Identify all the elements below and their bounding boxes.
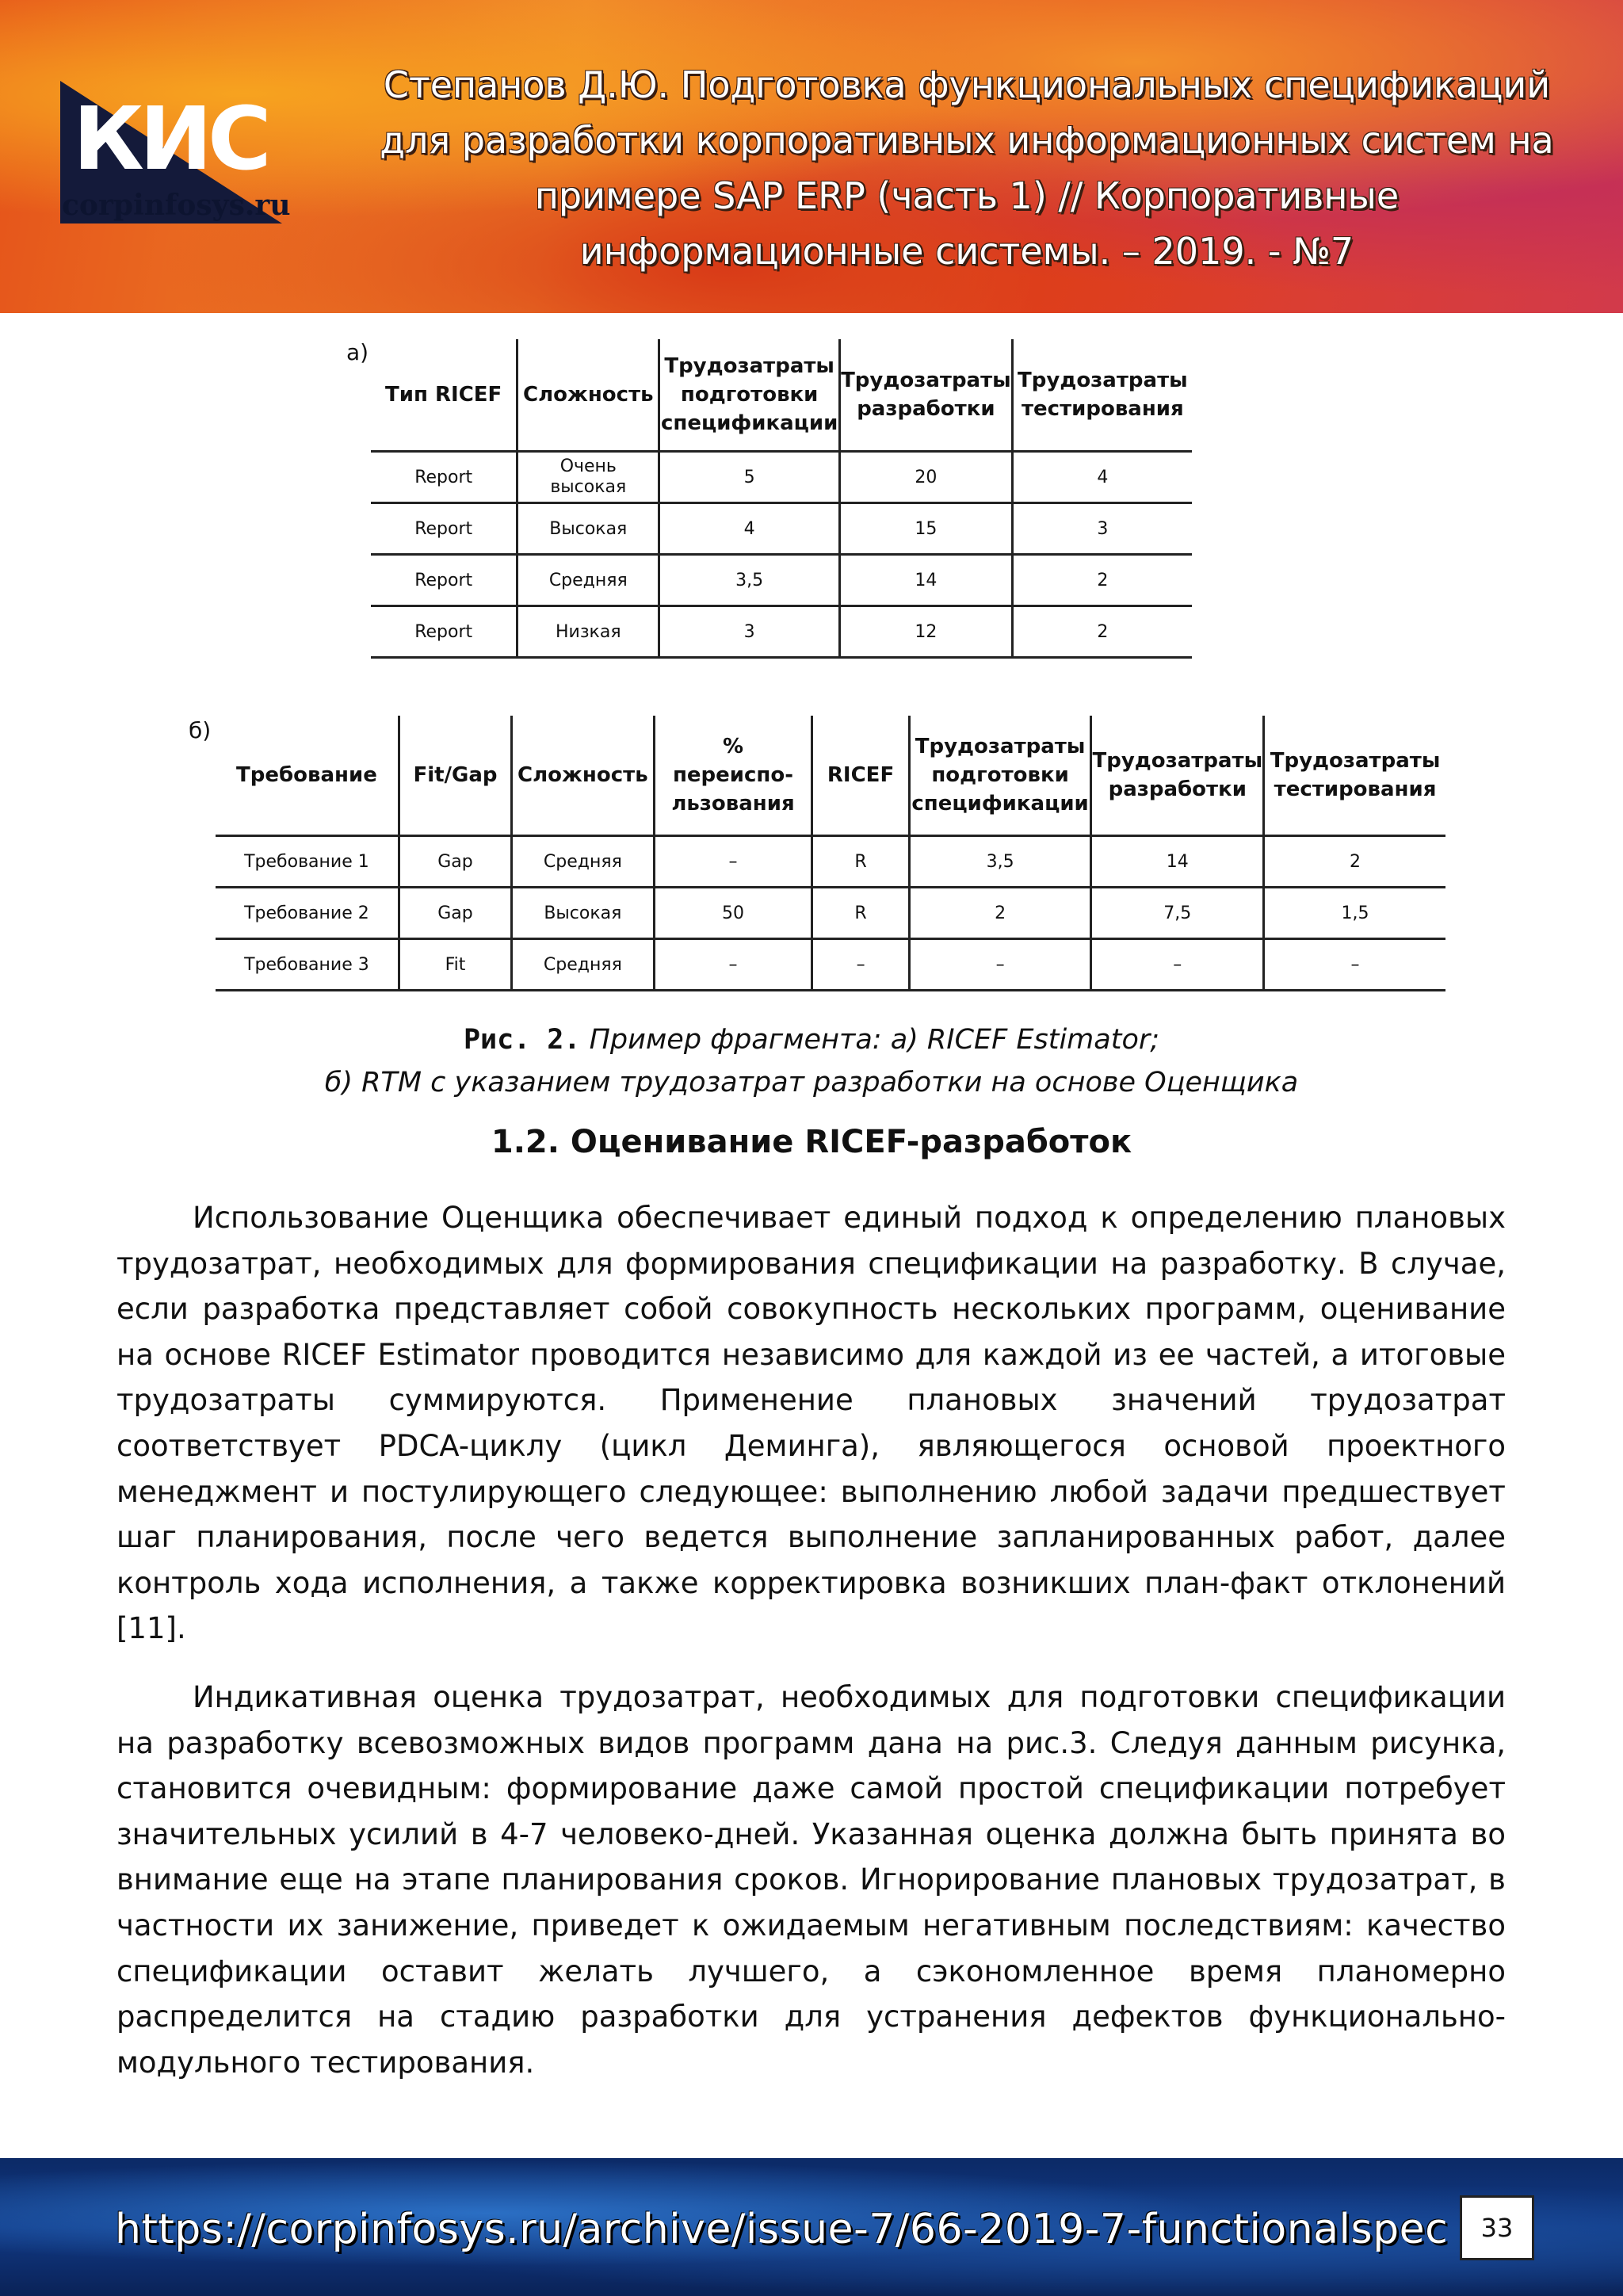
table-cell: 2 bbox=[909, 888, 1091, 939]
table-row bbox=[216, 888, 1445, 939]
column-header: Fit/Gap bbox=[399, 716, 511, 836]
footer-banner bbox=[0, 2158, 1623, 2296]
table-cell: 50 bbox=[654, 888, 812, 939]
logo-site: corpinfosys.ru bbox=[62, 189, 291, 222]
column-header: Трудозатраты подготовки спецификации bbox=[909, 716, 1091, 836]
table-cell: Report bbox=[371, 606, 517, 658]
column-header: Трудозатраты тестирования bbox=[1012, 339, 1192, 452]
column-header: Сложность bbox=[512, 716, 654, 836]
header-banner bbox=[0, 0, 1623, 313]
table-cell: 1,5 bbox=[1264, 888, 1445, 939]
table-cell: 5 bbox=[659, 452, 840, 503]
table-cell: Высокая bbox=[512, 888, 654, 939]
table-row bbox=[371, 555, 1192, 606]
table-row bbox=[371, 503, 1192, 555]
table-cell: 2 bbox=[1012, 606, 1192, 658]
table-cell: 4 bbox=[1012, 452, 1192, 503]
caption-text: б) RTM с указанием трудозатрат разработки на основе Оценщика bbox=[324, 1067, 1299, 1098]
table-cell: 3 bbox=[659, 606, 840, 658]
table-cell: 7,5 bbox=[1091, 888, 1264, 939]
citation-title bbox=[333, 57, 1601, 279]
table-cell: Gap bbox=[399, 888, 511, 939]
table-row bbox=[216, 939, 1445, 991]
table-b-label: б) bbox=[189, 717, 212, 743]
caption-line-2 bbox=[0, 1061, 1623, 1104]
column-header: Трудозатраты тестирования bbox=[1264, 716, 1445, 836]
caption-line-1 bbox=[0, 1018, 1623, 1061]
table-cell: Требование 1 bbox=[216, 836, 399, 888]
citation-line: для разработки корпоративных информационных систем на bbox=[380, 119, 1554, 162]
table-cell: Report bbox=[371, 555, 517, 606]
table-cell: 3,5 bbox=[909, 836, 1091, 888]
table-cell: 4 bbox=[659, 503, 840, 555]
rtm-table bbox=[216, 716, 1445, 991]
column-header: Трудозатраты разработки bbox=[840, 339, 1013, 452]
section-title: 1.2. Оценивание RICEF-разработок bbox=[491, 1124, 1132, 1160]
citation-line: информационные системы. – 2019. - №7 bbox=[579, 230, 1354, 273]
table-cell: 14 bbox=[840, 555, 1013, 606]
ricef-estimator-table bbox=[371, 339, 1192, 659]
table-cell: R bbox=[812, 836, 909, 888]
table-cell: – bbox=[812, 939, 909, 991]
table-cell: 3 bbox=[1012, 503, 1192, 555]
table-header-row bbox=[216, 716, 1445, 836]
table-cell: 20 bbox=[840, 452, 1013, 503]
column-header: RICEF bbox=[812, 716, 909, 836]
figure-label: Рис. 2. bbox=[463, 1024, 581, 1056]
citation-line: Степанов Д.Ю. Подготовка функциональных спецификаций bbox=[383, 63, 1551, 106]
caption-text: Пример фрагмента: а) RICEF Estimator; bbox=[589, 1024, 1160, 1056]
table-cell: 3,5 bbox=[659, 555, 840, 606]
table-header-row bbox=[371, 339, 1192, 452]
table-cell: Требование 2 bbox=[216, 888, 399, 939]
table-cell: – bbox=[909, 939, 1091, 991]
footer-url-link[interactable]: https://corpinfosys.ru/archive/issue-7/66-2019-7-functionalspec bbox=[115, 2206, 1449, 2253]
table-cell: Низкая bbox=[517, 606, 659, 658]
table-cell: Требование 3 bbox=[216, 939, 399, 991]
table-cell: 12 bbox=[840, 606, 1013, 658]
citation-line: примере SAP ERP (часть 1) // Корпоративные bbox=[534, 174, 1400, 217]
table-cell: – bbox=[1264, 939, 1445, 991]
column-header: Сложность bbox=[517, 339, 659, 452]
table-cell: – bbox=[1091, 939, 1264, 991]
page-number: 33 bbox=[1460, 2195, 1534, 2260]
table-cell: R bbox=[812, 888, 909, 939]
table-row bbox=[371, 606, 1192, 658]
table-cell: Высокая bbox=[517, 503, 659, 555]
table-cell: Report bbox=[371, 503, 517, 555]
table-cell: 15 bbox=[840, 503, 1013, 555]
table-cell: – bbox=[654, 836, 812, 888]
table-cell: Средняя bbox=[512, 836, 654, 888]
column-header: % переиспо-льзования bbox=[654, 716, 812, 836]
body-paragraph: Индикативная оценка трудозатрат, необходимых для подготовки спецификации на разработку всевозможных видов программ дана на рис.3. Следуя данным рисунка, становится очевидным: формирование даже самой простой спецификации потребует значительных усилий в 4-7 человеко-дней. Указанная оценка должна быть принята во внимание еще на этапе планирования сроков. Игнорирование плановых трудозатрат, в частности их занижение, приведет к ожидаемым негативным последствиям: качество спецификации оставит желать лучшего, а сэкономленное время планомерно распределится на стадию разработки для устранения дефектов функционально-модульного тестирования. bbox=[116, 1680, 1506, 2080]
table-cell: Средняя bbox=[517, 555, 659, 606]
table-cell: Report bbox=[371, 452, 517, 503]
figure-caption bbox=[0, 1018, 1623, 1104]
logo-text: КИС bbox=[73, 88, 267, 189]
table-row bbox=[216, 836, 1445, 888]
table-cell: Очень высокая bbox=[517, 452, 659, 503]
table-cell: 14 bbox=[1091, 836, 1264, 888]
table-cell: Gap bbox=[399, 836, 511, 888]
table-row bbox=[371, 452, 1192, 503]
table-cell: – bbox=[654, 939, 812, 991]
table-cell: Средняя bbox=[512, 939, 654, 991]
body-paragraph: Использование Оценщика обеспечивает единый подход к определению плановых трудозатрат, необходимых для формирования спецификации на разработку. В случае, если разработка представляет собой совокупность нескольких программ, оценивание на основе RICEF Estimator проводится независимо для каждой из ее частей, а итоговые трудозатраты суммируются. Применение плановых значений трудозатрат соответствует PDCA-циклу (цикл Деминга), являющегося основой проектного менеджмент и постулирующего следующее: выполнению любой задачи предшествует шаг планирования, после чего ведется выполнение запланированных работ, далее контроль хода исполнения, а также корректировка возникших план-факт отклонений [11]. bbox=[116, 1201, 1506, 1646]
column-header: Трудозатраты подготовки спецификации bbox=[659, 339, 840, 452]
table-a-label: а) bbox=[346, 339, 369, 365]
table-cell: Fit bbox=[399, 939, 511, 991]
table-cell: 2 bbox=[1264, 836, 1445, 888]
column-header: Требование bbox=[236, 763, 377, 787]
column-header: Тип RICEF bbox=[385, 383, 502, 407]
column-header: Трудозатраты разработки bbox=[1091, 716, 1264, 836]
table-cell: 2 bbox=[1012, 555, 1192, 606]
